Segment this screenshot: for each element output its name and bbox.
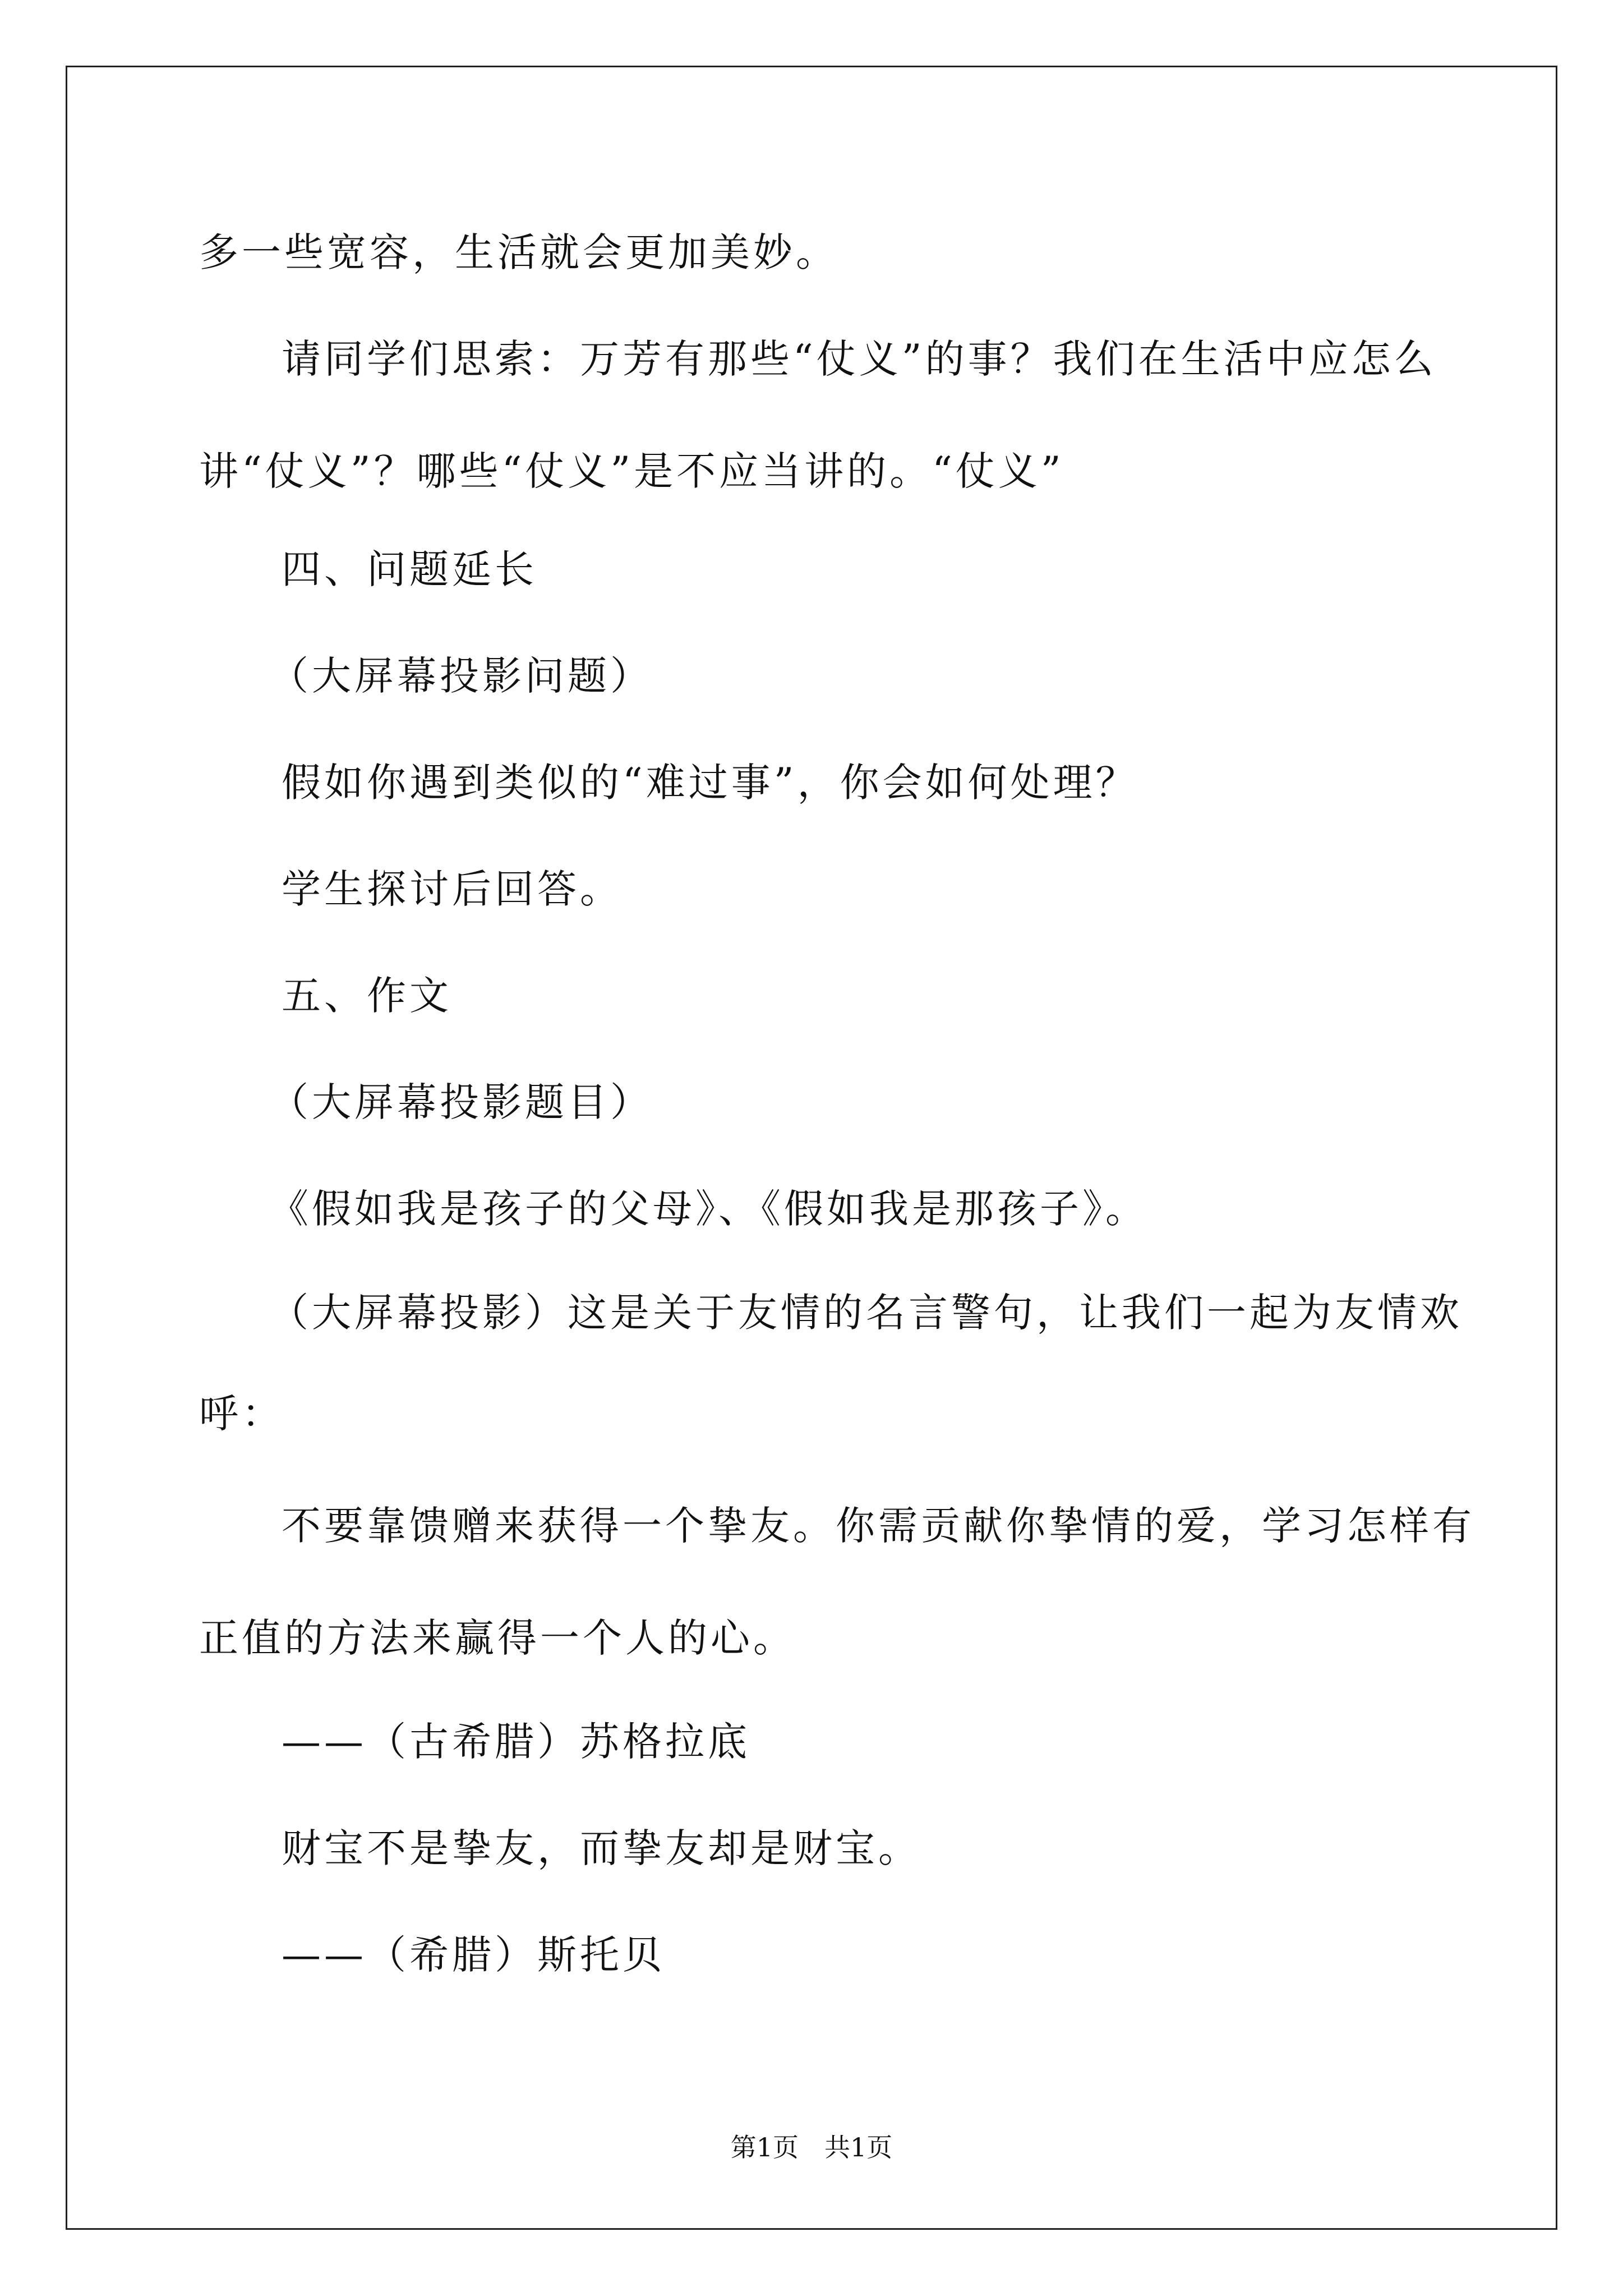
text-line-13: 不要靠馈赠来获得一个挚友。你需贡献你挚情的爱，学习怎样有: [282, 1503, 1475, 1549]
text-line-6: 假如你遇到类似的“难过事”，你会如何处理？: [282, 760, 1138, 806]
text-line-12: 呼：: [199, 1391, 284, 1437]
text-line-1: 多一些宽容，生活就会更加美妙。: [199, 229, 838, 275]
section-heading-5: 五、作文: [282, 973, 452, 1019]
page-footer: 第1页 共1页: [730, 2132, 893, 2162]
text-line-9: （大屏幕投影题目）: [269, 1079, 653, 1125]
text-line-3: 讲“仗义”？哪些“仗义”是不应当讲的。“仗义”: [199, 448, 1064, 494]
text-line-16: 财宝不是挚友，而挚友却是财宝。: [282, 1825, 921, 1871]
text-line-11: （大屏幕投影）这是关于友情的名言警句，让我们一起为友情欢: [269, 1290, 1463, 1336]
section-heading-4: 四、问题延长: [282, 546, 537, 592]
quote-attribution-2: ——（希腊）斯托贝: [282, 1932, 665, 1978]
text-line-2: 请同学们思索：万芳有那些“仗义”的事？我们在生活中应怎么: [282, 336, 1437, 382]
text-line-5: （大屏幕投影问题）: [269, 653, 653, 699]
quote-attribution-1: ——（古希腊）苏格拉底: [282, 1719, 750, 1765]
page-border: [66, 66, 1557, 2230]
text-line-10: 《假如我是孩子的父母》、《假如我是那孩子》。: [269, 1186, 1148, 1232]
text-line-7: 学生探讨后回答。: [282, 866, 623, 912]
text-line-14: 正值的方法来赢得一个人的心。: [199, 1615, 796, 1661]
